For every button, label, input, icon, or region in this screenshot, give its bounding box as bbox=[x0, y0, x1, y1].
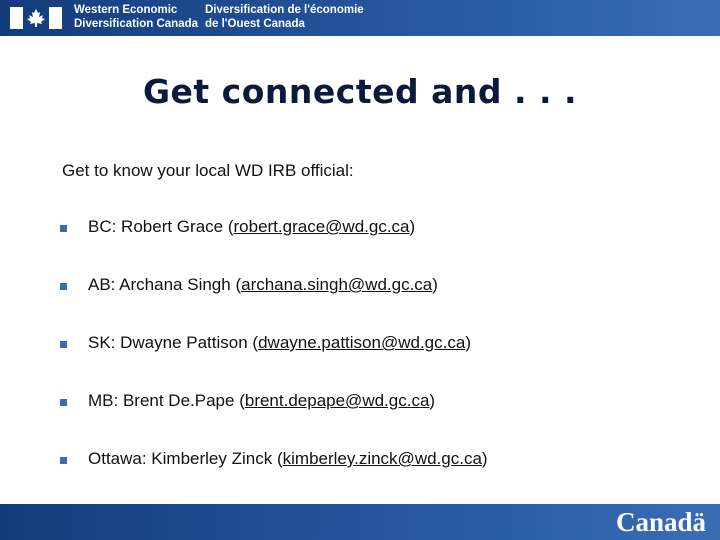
contact-item-mb: MB: Brent De.Pape (brent.depape@wd.gc.ca) bbox=[60, 391, 488, 449]
org-name-french: Diversification de l'économie de l'Ouest Canada bbox=[205, 4, 364, 30]
bullet-icon bbox=[60, 225, 67, 232]
email-link-bc[interactable]: robert.grace@wd.gc.ca bbox=[233, 217, 410, 236]
contact-item-bc: BC: Robert Grace (robert.grace@wd.gc.ca) bbox=[60, 217, 488, 275]
contact-region: AB: Archana Singh bbox=[88, 275, 231, 294]
email-link-sk[interactable]: dwayne.pattison@wd.gc.ca bbox=[258, 333, 466, 352]
slide-title: Get connected and . . . bbox=[142, 72, 578, 111]
bullet-icon bbox=[60, 341, 67, 348]
org-name-english: Western Economic Diversification Canada bbox=[74, 4, 198, 30]
canada-flag-icon bbox=[10, 7, 62, 29]
contact-item-sk: SK: Dwayne Pattison (dwayne.pattison@wd.gc.ca) bbox=[60, 333, 488, 391]
contact-region: BC: Robert Grace bbox=[88, 217, 224, 236]
bullet-icon bbox=[60, 457, 67, 464]
contact-list bbox=[60, 217, 488, 507]
contact-region: Ottawa: Kimberley Zinck bbox=[88, 449, 273, 468]
bullet-icon bbox=[60, 283, 67, 290]
contact-item-ab: AB: Archana Singh (archana.singh@wd.gc.ca) bbox=[60, 275, 488, 333]
email-link-ottawa[interactable]: kimberley.zinck@wd.gc.ca bbox=[282, 449, 482, 468]
header-bar bbox=[0, 0, 720, 36]
wordmark-text: Canadä bbox=[615, 507, 706, 537]
intro-text: Get to know your local WD IRB official: bbox=[62, 161, 354, 180]
canada-wordmark bbox=[616, 507, 706, 538]
contact-region: SK: Dwayne Pattison bbox=[88, 333, 248, 352]
contact-region: MB: Brent De.Pape bbox=[88, 391, 235, 410]
bullet-icon bbox=[60, 399, 67, 406]
email-link-mb[interactable]: brent.depape@wd.gc.ca bbox=[244, 391, 430, 410]
email-link-ab[interactable]: archana.singh@wd.gc.ca bbox=[241, 275, 433, 294]
footer-bar bbox=[0, 504, 720, 540]
contact-item-ottawa: Ottawa: Kimberley Zinck (kimberley.zinck@wd.gc.ca) bbox=[60, 449, 488, 507]
